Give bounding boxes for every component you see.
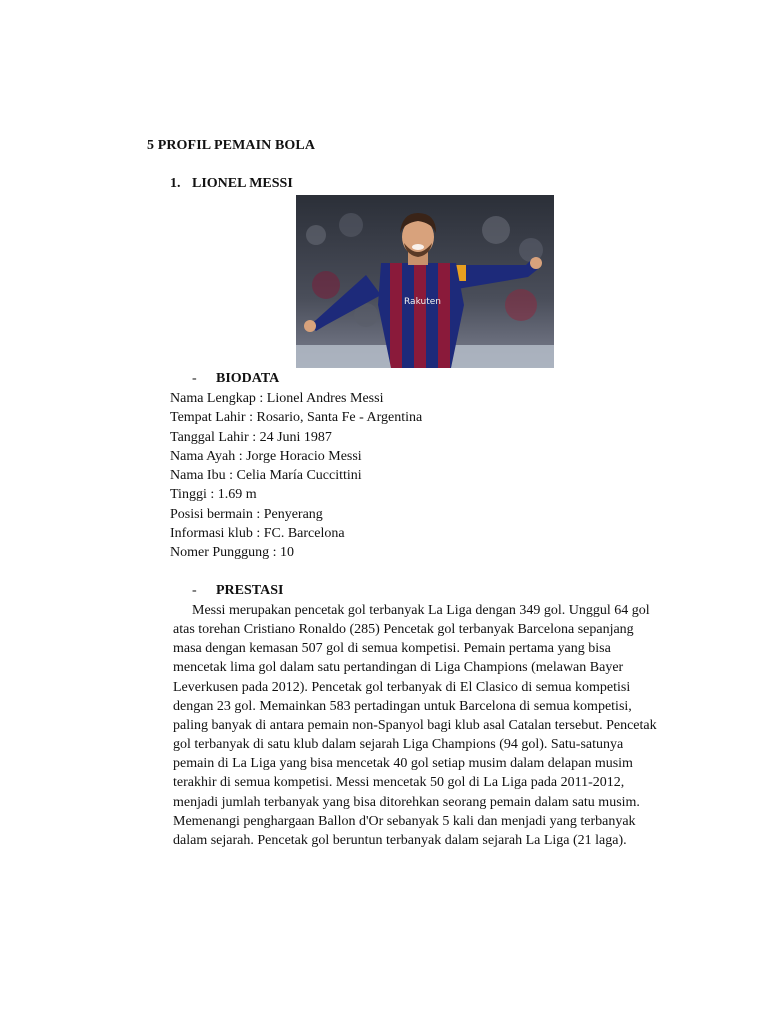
prestasi-dash: -: [192, 583, 197, 598]
svg-text:Rakuten: Rakuten: [404, 297, 441, 307]
document-title: 5 PROFIL PEMAIN BOLA: [147, 138, 316, 153]
biodata-shirt-number: Nomer Punggung : 10: [170, 545, 295, 561]
biodata-list: [170, 389, 422, 563]
biodata-birthdate: Tanggal Lahir : 24 Juni 1987: [170, 429, 332, 445]
player-photo: [296, 195, 554, 368]
biodata-birthplace: Tempat Lahir : Rosario, Santa Fe - Argentina: [170, 410, 423, 426]
section-number: 1.: [170, 176, 181, 191]
biodata-heading-text: BIODATA: [216, 371, 280, 386]
biodata-heading: [192, 371, 279, 387]
biodata-mother: Nama Ibu : Celia María Cuccittini: [170, 468, 362, 484]
biodata-height: Tinggi : 1.69 m: [170, 487, 257, 503]
section-name: LIONEL MESSI: [192, 176, 293, 191]
biodata-dash: -: [192, 371, 197, 386]
biodata-full-name: Nama Lengkap : Lionel Andres Messi: [170, 391, 384, 406]
biodata-club: Informasi klub : FC. Barcelona: [170, 526, 345, 542]
section-heading: [170, 176, 293, 192]
prestasi-paragraph: Messi merupakan pencetak gol terbanyak La Liga dengan 349 gol. Unggul 64 gol atas torehan Cristiano Ronaldo (285) Pencetak gol terbanyak Barcelona sepanjang masa dengan kemasan 507 gol di semua kompetisi. Pemain pertama yang bisa mencetak lima gol dalam satu pertandingan di Liga Champions (melawan Bayer Leverkusen pada 2012). Pencetak gol terbanyak di El Clasico di semua kompetisi dengan 23 gol. Memainkan 583 pertadingan untuk Barcelona di semua kompetisi, paling banyak di antara pemain non-Spanyol bagi klub asal Catalan tersebut. Pencetak gol terbanyak di satu klub dalam sejarah Liga Champions (94 gol). Satu-satunya pemain di La Liga yang bisa mencetak 40 gol setiap musim dalam delapan musim terakhir di semua kompetisi. Messi mencetak 50 gol di La Liga pada 2011-2012, menjadi jumlah terbanyak yang bisa ditorehkan seorang pemain dalam satu musim. Memenangi penghargaan Ballon d'Or sebanyak 5 kali dan menjadi yang terbanyak dalam sejarah. Pencetak gol beruntun terbanyak dalam sejarah La Liga (21 laga).: [173, 603, 657, 848]
biodata-father: Nama Ayah : Jorge Horacio Messi: [170, 448, 362, 464]
prestasi-heading-text: PRESTASI: [216, 583, 284, 598]
biodata-position: Posisi bermain : Penyerang: [170, 506, 323, 522]
prestasi-heading: [192, 583, 283, 599]
